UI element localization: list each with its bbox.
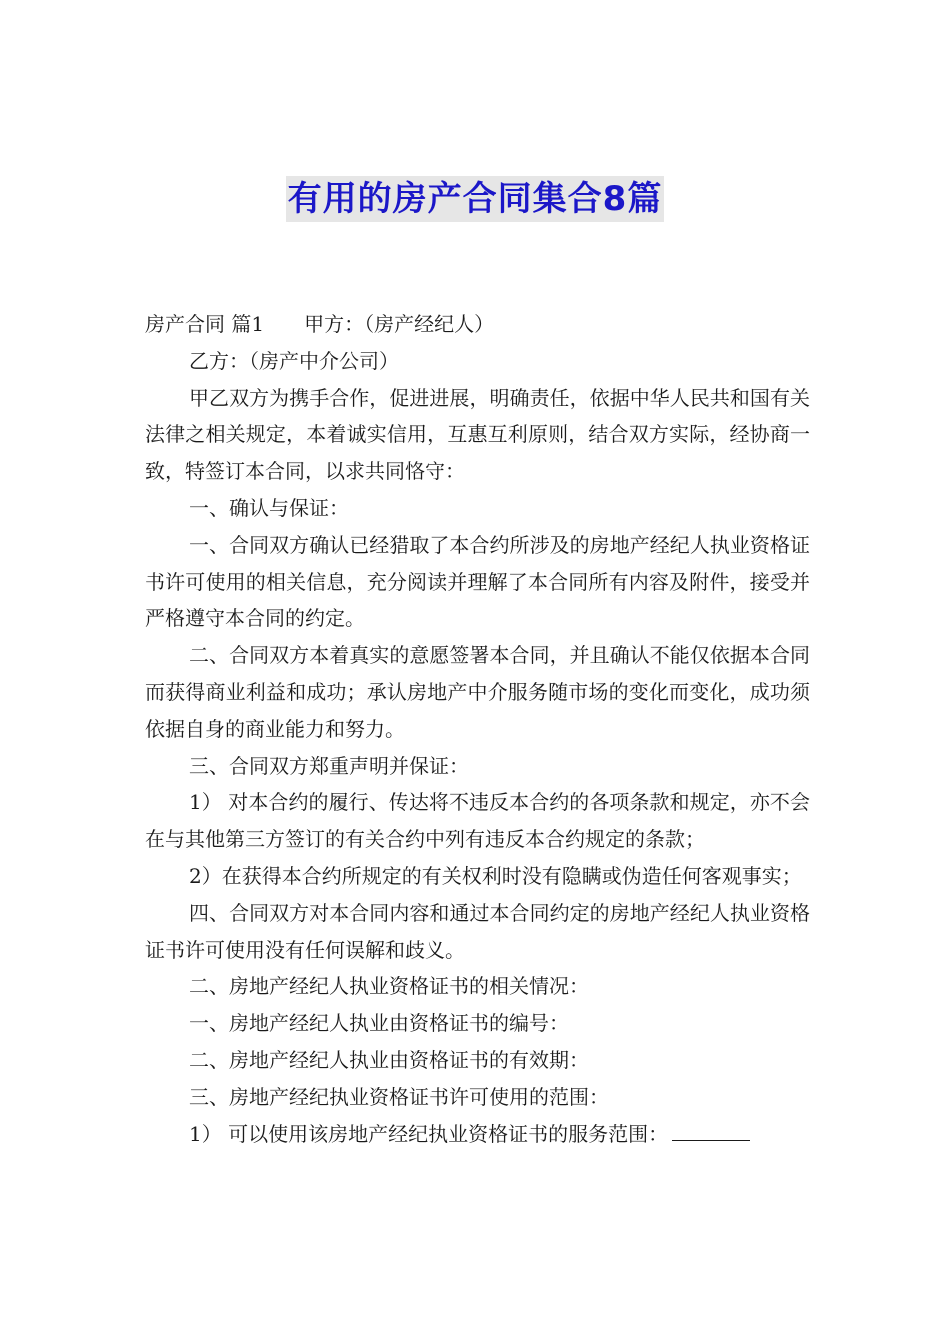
document-title: 有用的房产合同集合8篇 xyxy=(286,176,665,222)
party-a: 甲方：（房产经纪人） xyxy=(304,312,495,336)
paragraph: 一、确认与保证： xyxy=(189,495,349,520)
document-body xyxy=(145,306,810,1152)
paragraph: 二、合同双方本着真实的意愿签署本合同，并且确认不能仅依据本合同而获得商业利益和成功；承认房地产中介服务随市场的变化而变化，成功须依据自身的商业能力和努力。 xyxy=(145,643,810,741)
title-container xyxy=(0,176,950,222)
paragraph: 1） 对本合约的履行、传达将不违反本合约的各项条款和规定，亦不会在与其他第三方签订的有关合约中列有违反本合约规定的条款； xyxy=(145,790,810,852)
section-label: 房产合同 篇1 xyxy=(145,312,265,336)
paragraph: 一、合同双方确认已经猎取了本合约所涉及的房地产经纪人执业资格证书许可使用的相关信息，充分阅读并理解了本合同所有内容及附件，接受并严格遵守本合同的约定。 xyxy=(145,532,810,631)
paragraph: 甲乙双方为携手合作，促进进展，明确责任，依据中华人民共和国有关法律之相关规定，本着诚实信用，互惠互利原则，结合双方实际，经协商一致，特签订本合同，以求共同恪守： xyxy=(145,385,810,484)
fill-in-blank xyxy=(672,1120,750,1141)
paragraph: 三、合同双方郑重声明并保证： xyxy=(189,753,469,778)
paragraph: 二、房地产经纪人执业资格证书的相关情况： xyxy=(189,974,589,999)
last-line xyxy=(145,1116,810,1153)
paragraph: 2）在获得本合约所规定的有关权利时没有隐瞒或伪造任何客观事实； xyxy=(189,863,802,888)
paragraph: 三、房地产经纪执业资格证书许可使用的范围： xyxy=(189,1084,609,1109)
header-line xyxy=(145,306,810,343)
last-line-text: 1） 可以使用该房地产经纪执业资格证书的服务范围： xyxy=(189,1121,669,1146)
paragraph: 二、房地产经纪人执业由资格证书的有效期： xyxy=(189,1047,589,1072)
paragraph: 四、合同双方对本合同内容和通过本合同约定的房地产经纪人执业资格证书许可使用没有任何误解和歧义。 xyxy=(145,900,810,962)
paragraph: 一、房地产经纪人执业由资格证书的编号： xyxy=(189,1011,569,1036)
paragraph: 乙方：（房产中介公司） xyxy=(189,348,399,373)
